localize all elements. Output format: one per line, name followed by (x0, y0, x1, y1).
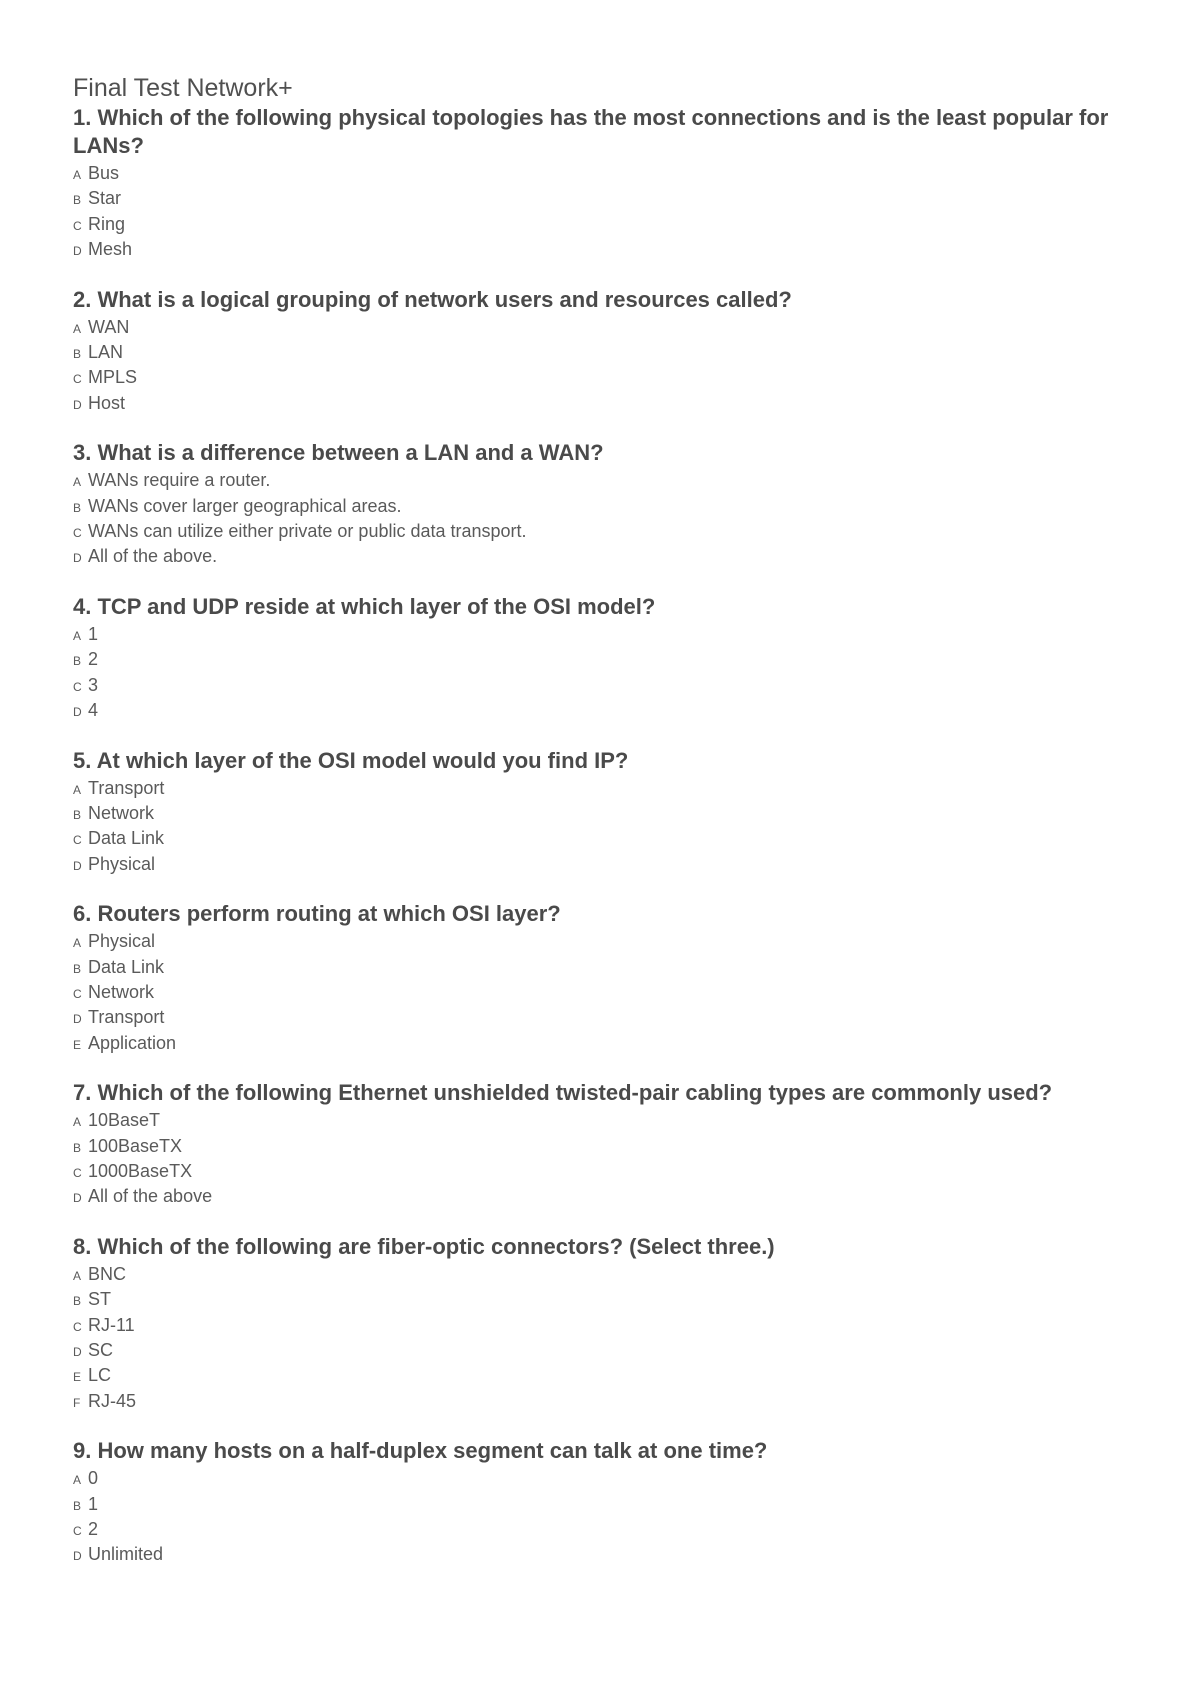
option-letter: B (73, 1294, 82, 1309)
option-text: Data Link (88, 956, 165, 977)
answer-option (73, 545, 1133, 570)
option-text: 1 (88, 1493, 99, 1514)
answer-option (73, 802, 1133, 827)
option-text: 10BaseT (88, 1110, 161, 1131)
option-letter: B (73, 961, 82, 976)
option-letter: B (73, 193, 82, 208)
answer-option (73, 366, 1133, 391)
option-text: SC (88, 1340, 114, 1360)
option-text: 100BaseTX (88, 1135, 183, 1156)
answer-options (73, 469, 1133, 571)
option-letter: D (73, 858, 82, 873)
option-letter: D (73, 551, 82, 566)
option-letter: C (73, 679, 82, 694)
answer-option (73, 674, 1133, 699)
document-page (73, 72, 1133, 1591)
answer-option (73, 1339, 1133, 1364)
answer-option (73, 520, 1133, 545)
answer-option (73, 1263, 1133, 1288)
answer-option (73, 1006, 1133, 1031)
option-text: WANs require a router. (88, 470, 271, 491)
answer-option (73, 1314, 1133, 1339)
option-text: LC (88, 1365, 112, 1386)
option-letter: D (73, 1345, 82, 1359)
option-letter: B (73, 347, 82, 362)
option-letter: E (73, 1370, 82, 1385)
question-1 (73, 104, 1133, 264)
answer-options (73, 162, 1133, 264)
answer-option (73, 469, 1133, 494)
answer-options (73, 777, 1133, 879)
option-text: ST (88, 1289, 112, 1310)
answer-option (73, 699, 1133, 724)
answer-option (73, 777, 1133, 802)
option-letter: B (73, 1498, 82, 1513)
answer-option (73, 1135, 1133, 1160)
option-text: Transport (88, 1007, 165, 1028)
option-text: WAN (88, 316, 130, 337)
option-text: 4 (88, 700, 99, 721)
option-text: Application (88, 1032, 177, 1053)
option-letter: B (73, 807, 82, 822)
answer-options (73, 930, 1133, 1057)
answer-option (73, 213, 1133, 238)
option-letter: C (73, 1165, 82, 1180)
option-text: Bus (88, 163, 120, 183)
option-text: WANs cover larger geographical areas. (88, 495, 402, 516)
question-9 (73, 1437, 1133, 1569)
question-7 (73, 1079, 1133, 1211)
option-text: Physical (88, 853, 156, 874)
option-text: Network (88, 802, 155, 823)
option-letter: C (73, 1524, 82, 1539)
answer-options (73, 1263, 1133, 1415)
answer-option (73, 853, 1133, 878)
option-letter: D (73, 705, 82, 720)
option-text: 2 (88, 649, 99, 670)
question-text: 1. Which of the following physical topologies has the most connections and is the least popular for LANs? (73, 105, 1109, 158)
option-letter: B (73, 500, 82, 515)
option-text: All of the above (88, 1186, 213, 1207)
option-letter: E (73, 1037, 82, 1052)
question-text: 4. TCP and UDP reside at which layer of the OSI model? (73, 593, 656, 619)
option-letter: D (73, 1549, 82, 1564)
answer-option (73, 1185, 1133, 1210)
question-text: 2. What is a logical grouping of network users and resources called? (73, 286, 792, 312)
option-letter: A (73, 782, 82, 797)
answer-option (73, 495, 1133, 520)
answer-option (73, 1493, 1133, 1518)
answer-option (73, 1160, 1133, 1185)
answer-option (73, 1518, 1133, 1543)
option-text: Ring (88, 213, 126, 234)
option-letter: A (73, 628, 82, 643)
answer-option (73, 981, 1133, 1006)
document-title: Final Test Network+ (73, 74, 293, 102)
option-letter: A (73, 1268, 82, 1283)
question-text: 8. Which of the following are fiber-optic connectors? (Select three.) (73, 1233, 775, 1259)
option-letter: C (73, 1319, 82, 1334)
option-letter: B (73, 654, 82, 669)
option-letter: A (73, 936, 82, 951)
answer-option (73, 930, 1133, 955)
option-letter: C (73, 986, 82, 1001)
answer-option (73, 162, 1133, 187)
answer-option (73, 1467, 1133, 1492)
answer-option (73, 316, 1133, 341)
question-text: 7. Which of the following Ethernet unshielded twisted-pair cabling types are commonly used? (73, 1080, 1053, 1106)
option-text: Physical (88, 931, 156, 952)
answer-options (73, 316, 1133, 418)
option-letter: D (73, 244, 82, 259)
option-text: BNC (88, 1263, 127, 1284)
option-text: LAN (88, 342, 124, 363)
question-5 (73, 747, 1133, 879)
option-letter: A (73, 321, 82, 336)
option-text: Unlimited (88, 1544, 164, 1565)
option-letter: D (73, 1012, 82, 1027)
question-text: 5. At which layer of the OSI model would you find IP? (73, 747, 629, 773)
option-letter: A (73, 1115, 82, 1130)
question-text: 3. What is a difference between a LAN and a WAN? (73, 440, 604, 466)
option-text: 1000BaseTX (88, 1160, 193, 1181)
answer-options (73, 1467, 1133, 1569)
option-text: RJ-11 (88, 1314, 135, 1335)
option-letter: B (73, 1140, 82, 1155)
answer-option (73, 1288, 1133, 1313)
option-letter: D (73, 397, 82, 412)
option-text: Data Link (88, 828, 165, 849)
option-text: WANs can utilize either private or public data transport. (88, 521, 527, 542)
answer-option (73, 827, 1133, 852)
question-text: 6. Routers perform routing at which OSI layer? (73, 901, 561, 927)
option-letter: F (73, 1395, 81, 1410)
option-letter: C (73, 218, 82, 233)
option-letter: C (73, 526, 82, 541)
answer-option (73, 1543, 1133, 1568)
option-text: RJ-45 (88, 1390, 137, 1411)
option-letter: A (73, 475, 82, 490)
answer-option (73, 341, 1133, 366)
answer-option (73, 1109, 1133, 1134)
answer-option (73, 238, 1133, 263)
answer-option (73, 392, 1133, 417)
option-text: Network (88, 981, 155, 1002)
option-text: 1 (88, 623, 99, 644)
answer-option (73, 187, 1133, 212)
answer-options (73, 1109, 1133, 1211)
option-text: Mesh (88, 239, 133, 260)
option-text: 0 (88, 1468, 99, 1489)
question-8 (73, 1233, 1133, 1415)
question-2 (73, 286, 1133, 418)
answer-option (73, 1390, 1133, 1415)
option-letter: A (73, 168, 82, 182)
question-list (73, 104, 1133, 1569)
answer-option (73, 648, 1133, 673)
option-letter: C (73, 833, 82, 848)
option-text: 2 (88, 1519, 99, 1540)
option-text: Host (88, 392, 126, 413)
answer-option (73, 1032, 1133, 1057)
option-text: Transport (88, 777, 165, 798)
option-text: Star (88, 188, 122, 209)
option-text: MPLS (88, 367, 138, 388)
option-letter: C (73, 372, 82, 387)
answer-option (73, 956, 1133, 981)
answer-option (73, 623, 1133, 648)
question-text: 9. How many hosts on a half-duplex segment can talk at one time? (73, 1438, 768, 1464)
option-letter: D (73, 1191, 82, 1206)
question-4 (73, 593, 1133, 725)
option-letter: A (73, 1473, 82, 1488)
option-text: All of the above. (88, 546, 218, 567)
answer-options (73, 623, 1133, 725)
option-text: 3 (88, 674, 99, 695)
question-6 (73, 900, 1133, 1057)
question-3 (73, 439, 1133, 571)
answer-option (73, 1364, 1133, 1389)
